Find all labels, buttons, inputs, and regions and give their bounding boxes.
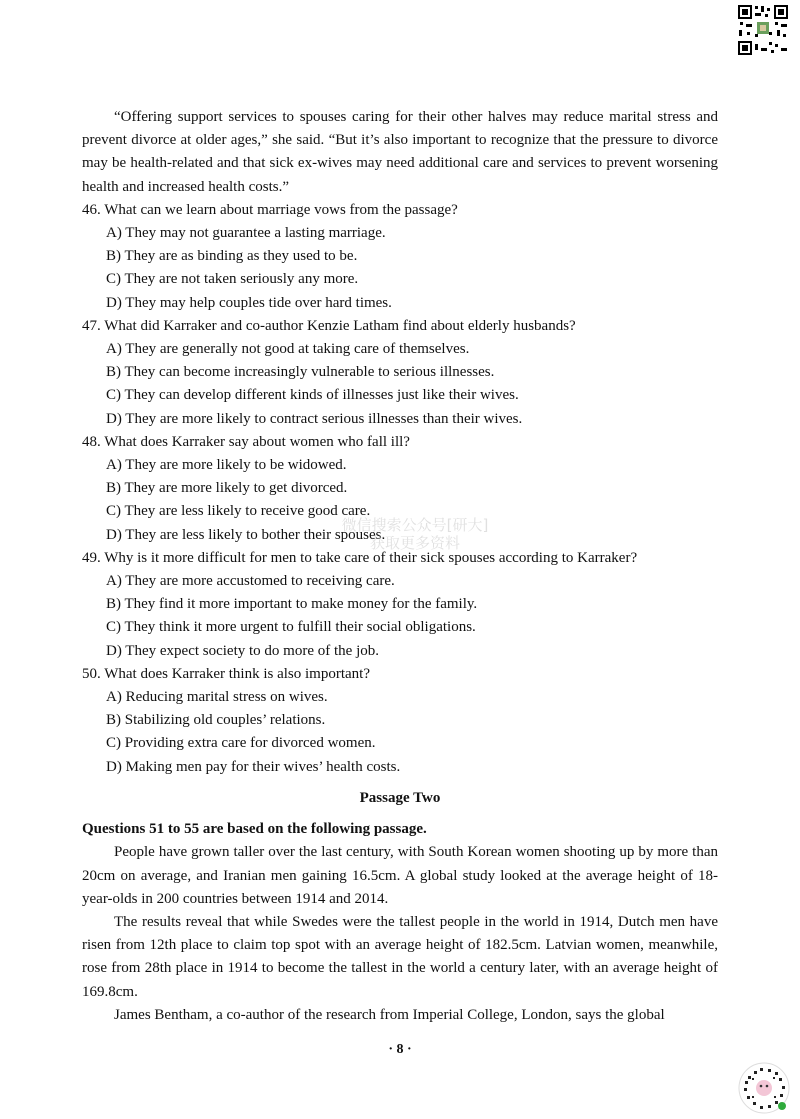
option-c: C) They can develop different kinds of illnesses just like their wives. [106,387,519,404]
intro-paragraph: “Offering support services to spouses caring for their other halves may reduce marital stress and prevent divorce at older ages,” she said. “But it’s also important to recognize that the pressure to divorce may be health-related and that sick ex-wives may need additional care and services to prevent worsening health and increased health costs.” [82,109,718,195]
question-stem: 49. Why is it more difficult for men to take care of their sick spouses according to Karraker? [82,549,638,566]
question-stem: 46. What can we learn about marriage vows from the passage? [82,201,458,218]
option-d: D) They are less likely to bother their spouses. [106,526,386,543]
question-49 [82,547,718,663]
page-number: · 8 · [388,1042,412,1057]
option-a: A) They may not guarantee a lasting marriage. [106,225,386,242]
question-48 [82,431,718,547]
page-content [82,106,718,1027]
watermark-line: 微信搜索公众号[研大] [341,516,489,534]
option-a: A) They are more accustomed to receiving care. [106,573,395,590]
passage-instruction: Questions 51 to 55 are based on the following passage. [82,821,427,838]
option-a: A) They are generally not good at taking care of themselves. [106,341,470,358]
question-47 [82,315,718,431]
option-d: D) They may help couples tide over hard times. [106,294,392,311]
option-a: A) Reducing marital stress on wives. [106,689,328,706]
passage-paragraph: James Bentham, a co-author of the research from Imperial College, London, says the global [114,1006,665,1023]
option-b: B) Stabilizing old couples’ relations. [106,712,326,729]
option-b: B) They find it more important to make money for the family. [106,596,478,613]
option-d: D) They expect society to do more of the job. [106,642,379,659]
option-b: B) They are more likely to get divorced. [106,480,348,497]
question-46 [82,199,718,315]
option-c: C) They are less likely to receive good care. [106,503,371,520]
option-c: C) Providing extra care for divorced women. [106,735,376,752]
qr-code-top [737,4,789,56]
option-d: D) They are more likely to contract serious illnesses than their wives. [106,410,523,427]
question-stem: 48. What does Karraker say about women who fall ill? [82,433,410,450]
option-c: C) They think it more urgent to fulfill their social obligations. [106,619,476,636]
watermark-line: 获取更多资料 [369,534,460,552]
passage-two-title: Passage Two [359,789,441,806]
qr-code-bottom [738,1062,790,1114]
option-a: A) They are more likely to be widowed. [106,457,347,474]
option-c: C) They are not taken seriously any more. [106,271,359,288]
passage-paragraph: The results reveal that while Swedes were the tallest people in the world in 1914, Dutch men have risen from 12th place to claim top spot with an average height of 182.5cm. Latvian women, meanwhile, rose from 28th place in 1914 to become the tallest in the world a century later, with an average height of 169.8cm. [82,913,718,1000]
question-stem: 50. What does Karraker think is also important? [82,665,370,682]
option-b: B) They are as binding as they used to be. [106,248,358,265]
question-stem: 47. What did Karraker and co-author Kenzie Latham find about elderly husbands? [82,317,576,334]
question-50 [82,663,718,779]
option-b: B) They can become increasingly vulnerable to serious illnesses. [106,364,495,381]
passage-paragraph: People have grown taller over the last century, with South Korean women shooting up by more than 20cm on average, and Iranian men gaining 16.5cm. A global study looked at the average height of 18-year-olds in 200 countries between 1914 and 2014. [82,844,718,907]
option-d: D) Making men pay for their wives’ health costs. [106,758,401,775]
